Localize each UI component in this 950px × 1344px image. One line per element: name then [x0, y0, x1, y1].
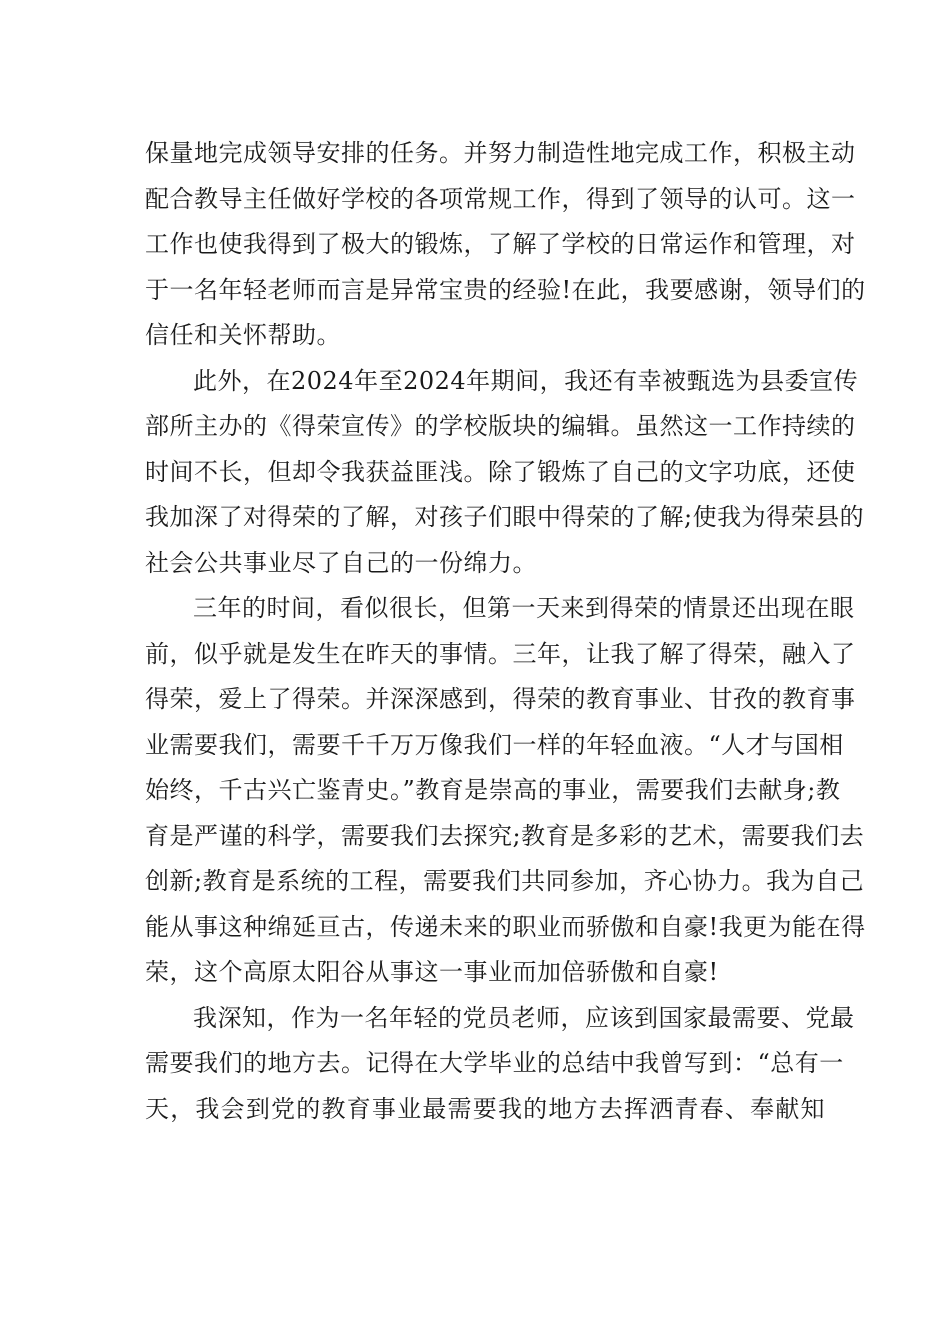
text-line: 天，我会到党的教育事业最需要我的地方去挥洒青春、奉献知	[145, 1094, 825, 1123]
text-line: 育是严谨的科学，需要我们去探究;教育是多彩的艺术，需要我们去	[145, 821, 865, 850]
text-line: 部所主办的《得荣宣传》的学校版块的编辑。虽然这一工作持续的	[145, 412, 856, 440]
text-line: 前，似乎就是发生在昨天的事情。三年，让我了解了得荣，融入了	[145, 639, 856, 668]
text-line: 配合教导主任做好学校的各项常规工作，得到了领导的认可。这一	[145, 184, 856, 213]
paragraph	[145, 586, 866, 996]
paragraph	[145, 131, 866, 359]
text-line: 始终，千古兴亡鉴青史。”教育是崇高的事业，需要我们去献身;教	[145, 776, 841, 804]
body-text	[145, 131, 866, 1132]
paragraph	[145, 996, 855, 1133]
text-line: 信任和关怀帮助。	[145, 321, 341, 349]
text-line: 工作也使我得到了极大的锻炼，了解了学校的日常运作和管理，对	[145, 230, 856, 258]
text-line: 保量地完成领导安排的任务。并努力制造性地完成工作，积极主动	[145, 139, 856, 167]
text-line: 得荣，爱上了得荣。并深深感到，得荣的教育事业、甘孜的教育事	[145, 685, 856, 713]
text-line: 能从事这种绵延亘古，传递未来的职业而骄傲和自豪!我更为能在得	[145, 912, 866, 941]
text-line: 创新;教育是系统的工程，需要我们共同参加，齐心协力。我为自己	[145, 867, 865, 895]
text-line: 时间不长，但却令我获益匪浅。除了锻炼了自己的文字功底，还使	[145, 457, 856, 486]
text-line: 需要我们的地方去。记得在大学毕业的总结中我曾写到：“总有一	[145, 1049, 844, 1077]
text-line: 我深知，作为一名年轻的党员老师，应该到国家最需要、党最	[193, 1003, 855, 1032]
text-line: 荣，这个高原太阳谷从事这一事业而加倍骄傲和自豪!	[145, 958, 719, 986]
text-line: 此外，在2024年至2024年期间，我还有幸被甄选为县委宣传	[193, 366, 859, 395]
text-line: 社会公共事业尽了自己的一份绵力。	[145, 548, 537, 577]
text-line: 于一名年轻老师而言是异常宝贵的经验!在此，我要感谢，领导们的	[145, 275, 866, 304]
text-line: 业需要我们，需要千千万万像我们一样的年轻血液。“人才与国相	[145, 730, 844, 759]
text-line: 三年的时间，看似很长，但第一天来到得荣的情景还出现在眼	[193, 594, 855, 622]
text-line: 我加深了对得荣的了解，对孩子们眼中得荣的了解;使我为得荣县的	[145, 503, 865, 531]
paragraph	[145, 359, 865, 587]
